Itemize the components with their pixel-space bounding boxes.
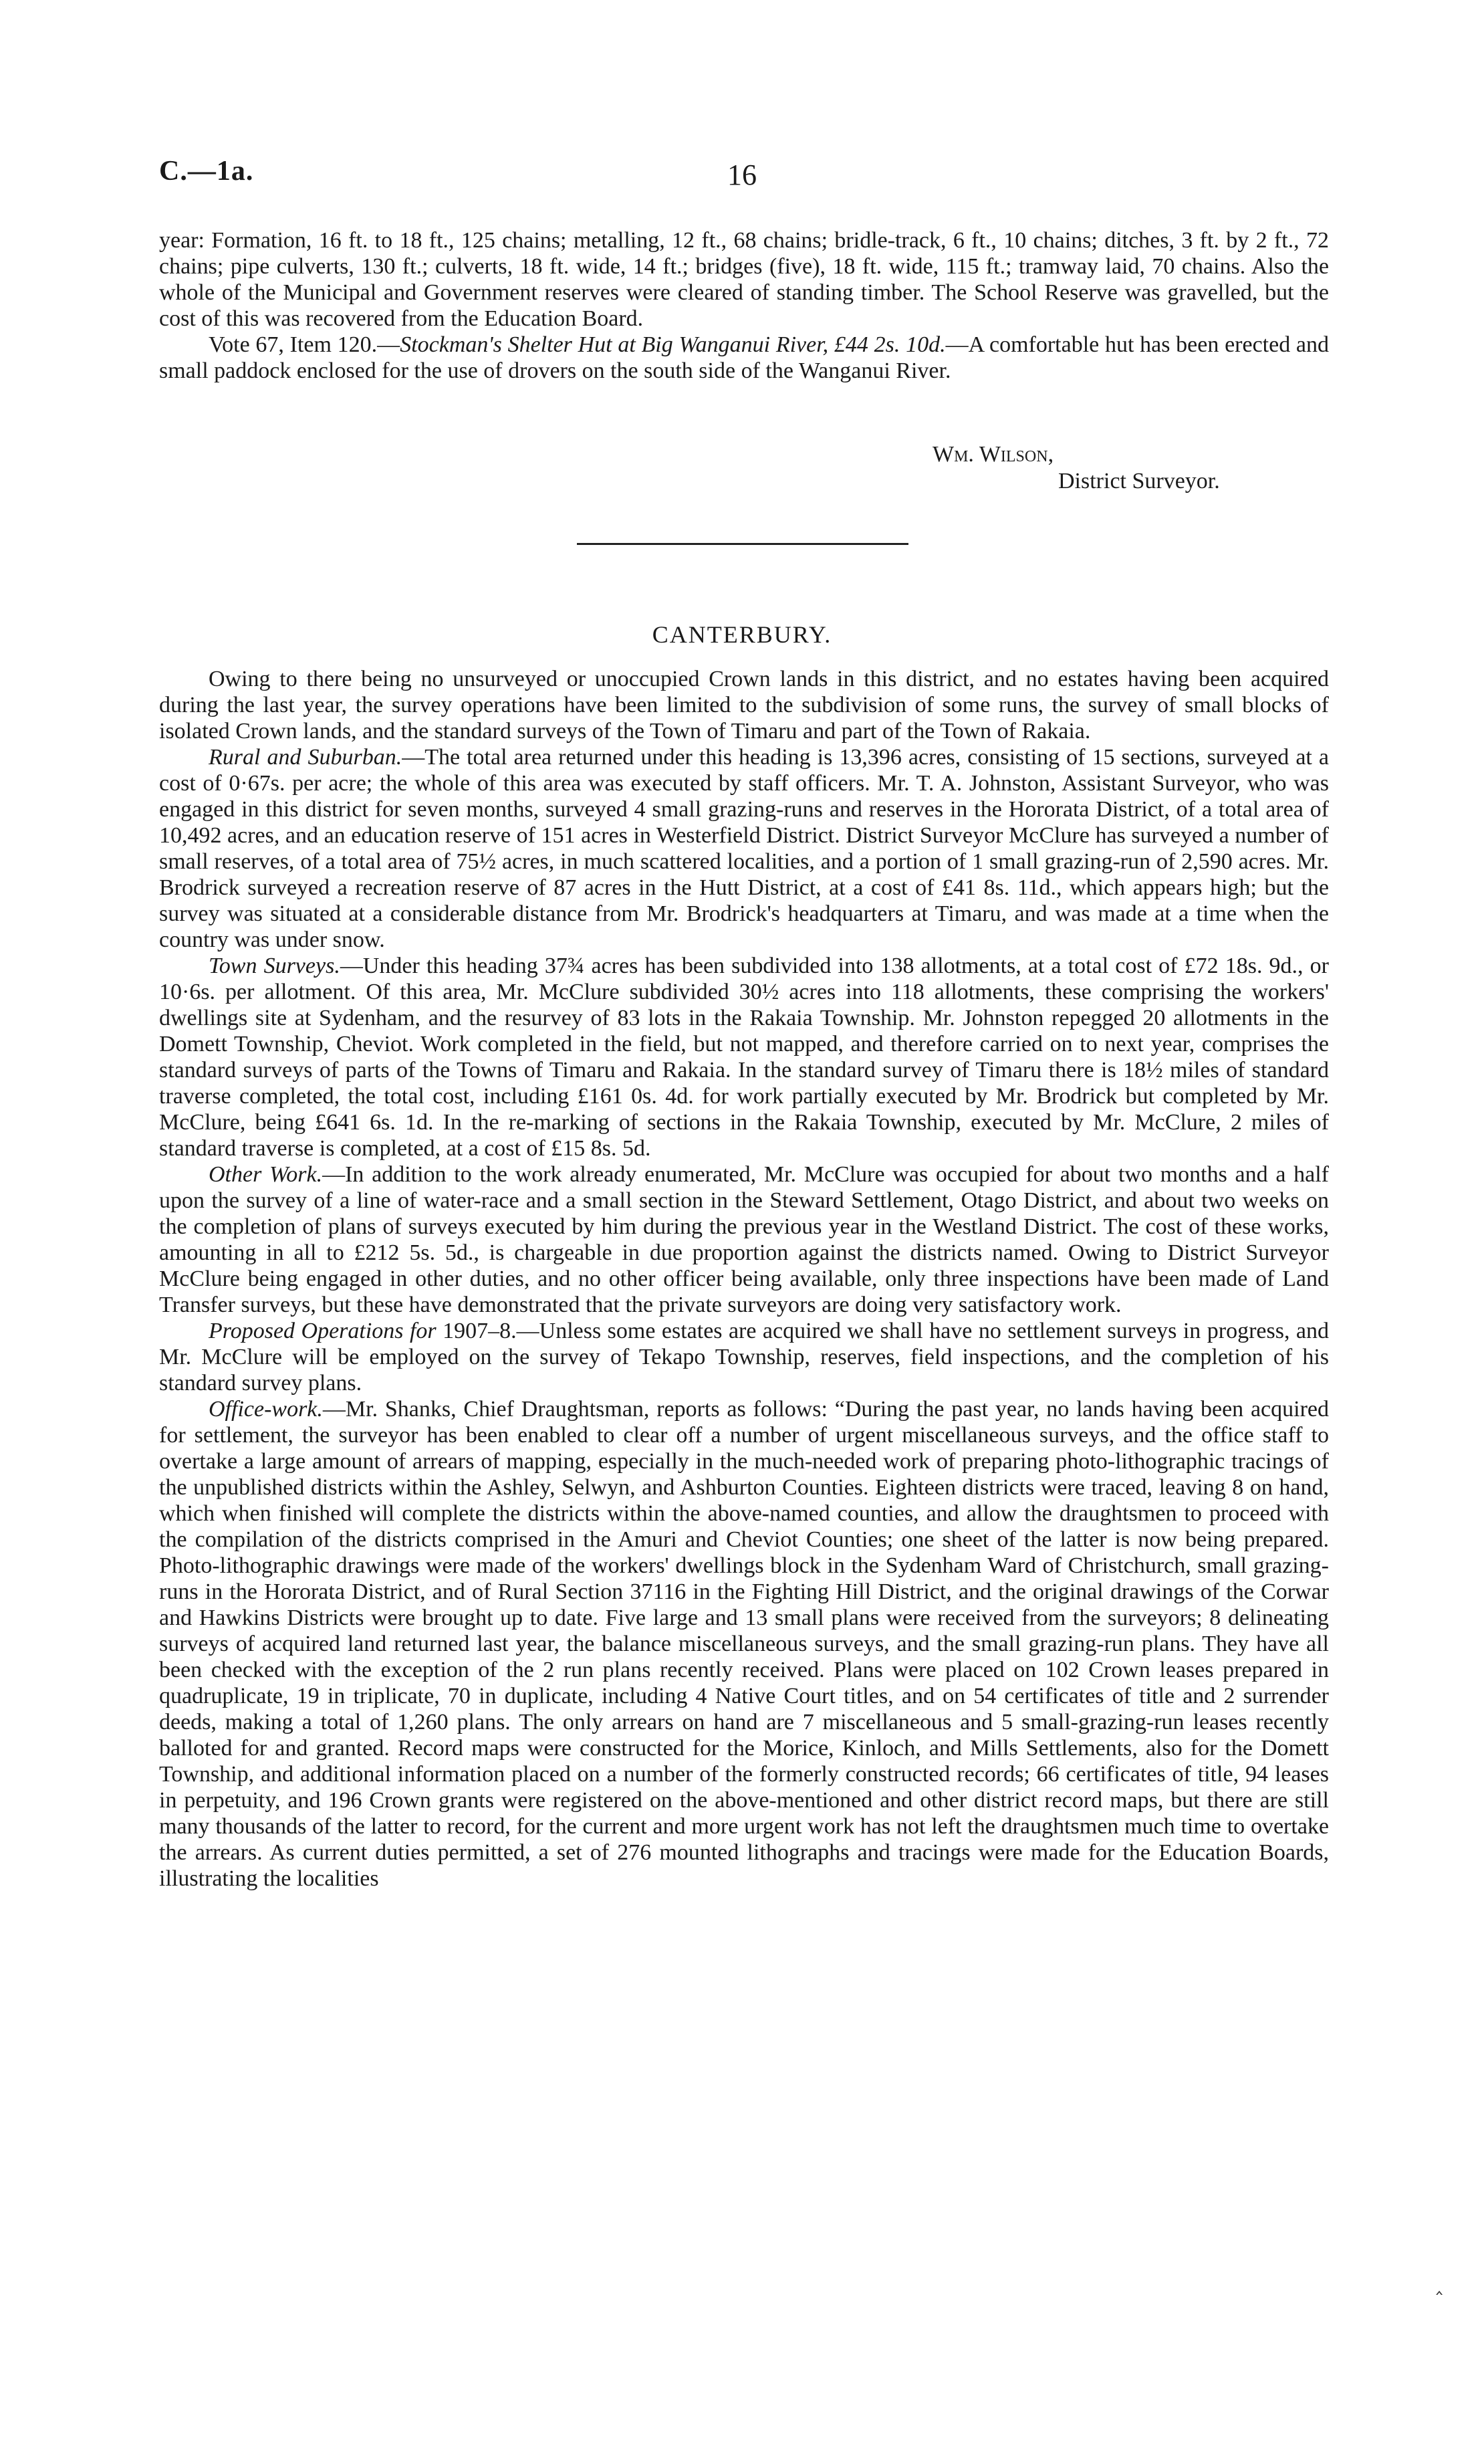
proposed-text: —Unless some estates are acquired we shall have no settlement surveys in progress, and Mr. McClure will be employed on the survey of Tekapo Township, reserves, field inspections, and the completion of his standard survey plans. [159, 1319, 1330, 1395]
margin-mark: ‸ [1436, 2273, 1443, 2295]
rural-paragraph [159, 744, 1329, 953]
other-work-heading: Other Work. [209, 1162, 323, 1187]
other-work-paragraph [159, 1161, 1329, 1318]
vote-title: Stockman's Shelter Hut at Big Wanganui River, £44 2s. 10d. [400, 332, 946, 357]
vote-paragraph [159, 332, 1329, 384]
town-text: —Under this heading 37¾ acres has been subdivided into 138 allotments, at a total cost of £72 18s. 9d., or 10·6s. per allotment. Of this area, Mr. McClure subdivided 30½ acres into 118 allotments, these comprising the workers' dwellings site at Sydenham, and the resurvey of 83 lots in the Rakaia Township. Mr. Johnston repegged 20 allotments in the Domett Township, Cheviot. Work completed in the field, but not mapped, and therefore carried on to next year, comprises the standard surveys of parts of the Towns of Timaru and Rakaia. In the standard survey of Timaru there is 18½ miles of standard traverse completed, the total cost, including £161 0s. 4d. for work partially executed by Mr. Brodrick but completed by Mr. McClure, being £641 6s. 1d. In the re-marking of sections in the Rakaia Township, executed by Mr. McClure, 2 miles of standard traverse is completed, at a cost of £15 8s. 5d. [159, 954, 1329, 1161]
town-heading: Town Surveys. [209, 954, 340, 978]
section-divider [577, 543, 908, 545]
page-number: 16 [727, 158, 757, 191]
previous-paragraph: year: Formation, 16 ft. to 18 ft., 125 chains; metalling, 12 ft., 68 chains; bridle-track, 6 ft., 10 chains; ditches, 3 ft. by 2 ft., 72 chains; pipe culverts, 130 ft.; culverts, 18 ft. wide, 14 ft.; bridges (five), 18 ft. wide, 115 ft.; tramway laid, 70 chains. Also the whole of the Municipal and Government reserves were cleared of standing timber. The School Reserve was gravelled, but the cost of this was recovered from the Education Board. [159, 228, 1329, 331]
canterbury-section-text [159, 666, 1329, 1892]
section-heading: CANTERBURY. [652, 621, 832, 648]
rural-heading: Rural and Suburban. [209, 745, 402, 770]
proposed-paragraph [159, 1318, 1329, 1396]
proposed-year: 1907–8. [436, 1319, 517, 1343]
signature-name: Wm. Wilson, [933, 442, 1054, 467]
office-work-text: —Mr. Shanks, Chief Draughtsman, reports as follows: “During the past year, no lands having been acquired for settlement, the surveyor has been enabled to clear off a number of urgent miscellaneous surveys, and the office staff to overtake a large amount of arrears of mapping, especially in the much-needed work of preparing photo-lithographic tracings of the unpublished districts within the Ashley, Selwyn, and Ashburton Counties. Eighteen districts were traced, leaving 8 on hand, which when finished will complete the districts within the above-named counties, and allow the draughtsmen to proceed with the compilation of the districts comprised in the Amuri and Cheviot Counties; one sheet of the latter is now being prepared. Photo-lithographic drawings were made of the workers' dwellings block in the Sydenham Ward of Christchurch, small grazing-runs in the Hororata District, and of Rural Section 37116 in the Fighting Hill District, and the original drawings of the Corwar and Hawkins Districts were brought up to date. Five large and 13 small plans were received from the surveyors; 8 delineating surveys of acquired land returned last year, the balance miscellaneous surveys, and the small grazing-run plans. They have all been checked with the exception of the 2 run plans recently received. Plans were placed on 102 Crown leases prepared in quadruplicate, 19 in triplicate, 70 in duplicate, including 4 Native Court titles, and on 54 certificates of title and 2 surrender deeds, making a total of 1,260 plans. The only arrears on hand are 7 miscellaneous and 5 small-grazing-run leases recently balloted for and granted. Record maps were constructed for the Morice, Kinloch, and Mills Settlements, also for the Domett Township, and additional information placed on a number of the formerly constructed records; 66 certificates of title, 94 leases in perpetuity, and 196 Crown grants were registered on the above-mentioned and other district record maps, but there are still many thousands of the latter to record, for the current and more urgent work has not left the draughtsmen much time to overtake the arrears. As current duties permitted, a set of 276 mounted lithographs and tracings were made for the Education Boards, illustrating the localities [159, 1397, 1329, 1891]
vote-text: —A comfortable hut has been erected and small paddock enclosed for the use of drovers on the south side of the Wanganui River. [159, 332, 1330, 383]
other-work-text: —In addition to the work already enumerated, Mr. McClure was occupied for about two months and a half upon the survey of a line of water-race and a small section in the Steward Settlement, Otago District, and about two weeks on the completion of plans of surveys executed by him during the previous year in the Westland District. The cost of these works, amounting in all to £212 5s. 5d., is chargeable in due proportion against the districts named. Owing to District Surveyor McClure being engaged in other duties, and no other officer being available, only three inspections have been made of Land Transfer surveys, but these have demonstrated that the private surveyors are doing very satisfactory work. [159, 1162, 1329, 1317]
signature-block [933, 441, 1220, 495]
town-paragraph [159, 953, 1329, 1161]
vote-lead: Vote 67, Item 120.— [209, 332, 400, 357]
report-reference: C.—1a. [159, 156, 254, 187]
office-work-heading: Office-work. [209, 1397, 323, 1422]
proposed-heading: Proposed Operations for [209, 1319, 437, 1343]
office-work-paragraph [159, 1396, 1329, 1892]
intro-paragraph: Owing to there being no unsurveyed or unoccupied Crown lands in this district, and no estates having been acquired during the last year, the survey operations have been limited to the subdivision of some runs, the survey of small blocks of isolated Crown lands, and the standard surveys of the Town of Timaru and part of the Town of Rakaia. [159, 667, 1329, 744]
rural-text: —The total area returned under this heading is 13,396 acres, consisting of 15 sections, surveyed at a cost of 0·67s. per acre; the whole of this area was executed by staff officers. Mr. T. A. Johnston, Assistant Surveyor, who was engaged in this district for seven months, surveyed 4 small grazing-runs and reserves in the Hororata District, of a total area of 10,492 acres, and an education reserve of 151 acres in Westerfield District. District Surveyor McClure has surveyed a number of small reserves, of a total area of 75½ acres, in much scattered localities, and a portion of 1 small grazing-run of 2,590 acres. Mr. Brodrick surveyed a recreation reserve of 87 acres in the Hutt District, at a cost of £41 8s. 11d., which appears high; but the survey was situated at a considerable distance from Mr. Brodrick's headquarters at Timaru, and was made at a time when the country was under snow. [159, 745, 1329, 952]
previous-section-text [159, 227, 1329, 384]
signature-title: District Surveyor. [1058, 469, 1220, 493]
